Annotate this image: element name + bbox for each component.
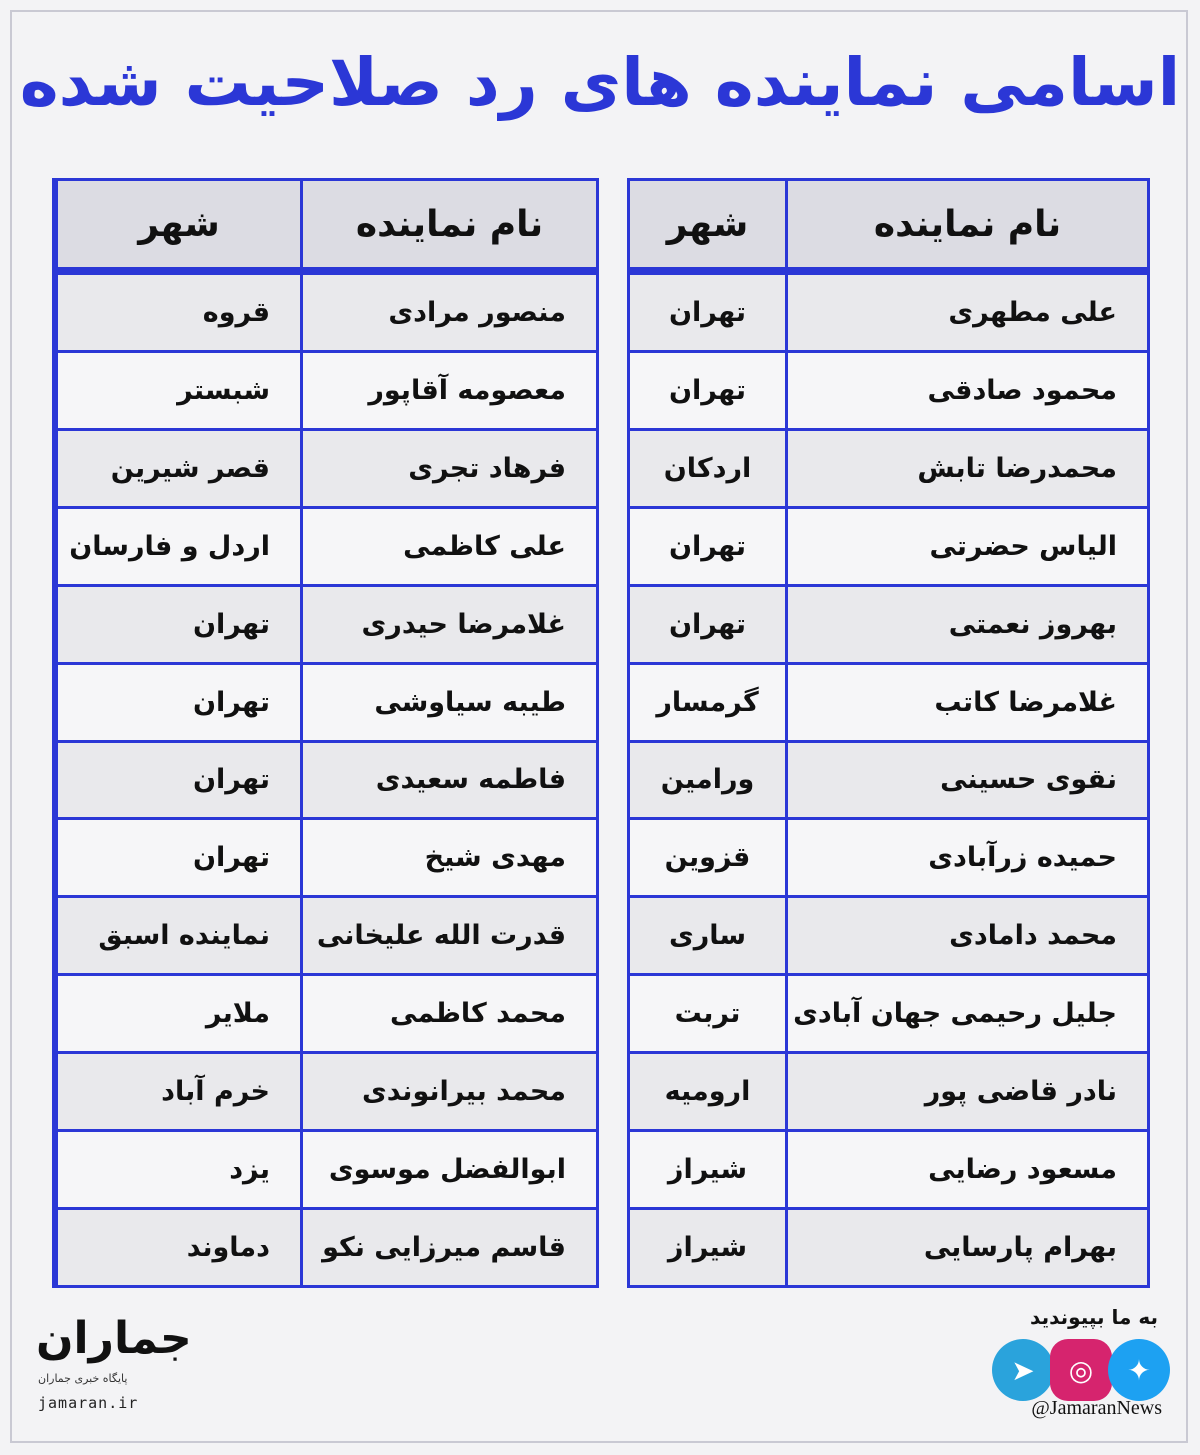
- table-row: [55, 1054, 596, 1129]
- representative-city: یزد: [58, 1132, 300, 1207]
- representative-name: طیبه سیاوشی: [303, 665, 596, 740]
- representative-name: قاسم میرزایی نکو: [303, 1210, 596, 1285]
- table-row: [55, 976, 596, 1051]
- logo-url: jamaran.ir: [38, 1394, 139, 1412]
- table-row: [630, 275, 1147, 350]
- social-handle: @JamaranNews: [1031, 1397, 1162, 1419]
- representative-name: نادر قاضی پور: [788, 1054, 1147, 1129]
- representative-name: فرهاد تجری: [303, 431, 596, 506]
- representative-name: محمود صادقی: [788, 353, 1147, 428]
- table-row: [55, 509, 596, 584]
- table-row: [630, 820, 1147, 895]
- representative-city: اردل و فارسان: [58, 509, 300, 584]
- representative-city: شیراز: [630, 1210, 785, 1285]
- header-name: نام نماینده: [303, 181, 596, 267]
- representative-city: شیراز: [630, 1132, 785, 1207]
- representative-city: تهران: [630, 509, 785, 584]
- representative-city: ساری: [630, 898, 785, 973]
- social-footer: [970, 1305, 1170, 1425]
- join-label: به ما بپیوندید: [1030, 1305, 1158, 1329]
- table-row: [630, 431, 1147, 506]
- representative-name: ابوالفضل موسوی: [303, 1132, 596, 1207]
- representative-city: تهران: [630, 353, 785, 428]
- representative-city: قروه: [58, 275, 300, 350]
- representative-city: تهران: [58, 587, 300, 662]
- table-row: [55, 898, 596, 973]
- representative-name: مسعود رضایی: [788, 1132, 1147, 1207]
- table-row: [630, 976, 1147, 1051]
- representative-name: مهدی شیخ: [303, 820, 596, 895]
- table-row: [630, 353, 1147, 428]
- table-row: [630, 1210, 1147, 1285]
- table-row: [55, 743, 596, 818]
- representative-city: تربت: [630, 976, 785, 1051]
- representative-name: محمد بیرانوندی: [303, 1054, 596, 1129]
- table-header: [55, 181, 596, 267]
- representative-name: جلیل رحیمی جهان آبادی: [788, 976, 1147, 1051]
- logo-text: جماران: [36, 1313, 192, 1364]
- representative-city: قصر شیرین: [58, 431, 300, 506]
- page-title: اسامی نماینده های رد صلاحیت شده: [19, 44, 1181, 121]
- header-name: نام نماینده: [788, 181, 1147, 267]
- table-row: [55, 587, 596, 662]
- table-row: [630, 1054, 1147, 1129]
- representative-city: گرمسار: [630, 665, 785, 740]
- representative-city: تهران: [630, 275, 785, 350]
- representative-name: محمدرضا تابش: [788, 431, 1147, 506]
- representative-city: تهران: [58, 820, 300, 895]
- representative-name: علی مطهری: [788, 275, 1147, 350]
- representative-name: قدرت الله علیخانی: [303, 898, 596, 973]
- representative-name: محمد دامادی: [788, 898, 1147, 973]
- telegram-icon[interactable]: ➤: [992, 1339, 1054, 1401]
- table-row: [55, 353, 596, 428]
- representative-city: خرم آباد: [58, 1054, 300, 1129]
- instagram-icon[interactable]: ◎: [1050, 1339, 1112, 1401]
- representative-name: نقوی حسینی: [788, 743, 1147, 818]
- table-row: [55, 665, 596, 740]
- representative-name: فاطمه سعیدی: [303, 743, 596, 818]
- representative-city: قزوین: [630, 820, 785, 895]
- table-row: [630, 587, 1147, 662]
- representative-name: بهروز نعمتی: [788, 587, 1147, 662]
- table-right: [627, 178, 1150, 1288]
- brand-logo: [30, 1310, 200, 1425]
- representative-name: غلامرضا کاتب: [788, 665, 1147, 740]
- header-city: شهر: [58, 181, 300, 267]
- representative-city: تهران: [58, 743, 300, 818]
- table-row: [630, 743, 1147, 818]
- table-row: [630, 1132, 1147, 1207]
- representative-city: شبستر: [58, 353, 300, 428]
- table-row: [630, 665, 1147, 740]
- representative-name: حمیده زرآبادی: [788, 820, 1147, 895]
- representative-city: اردکان: [630, 431, 785, 506]
- table-row: [55, 431, 596, 506]
- representative-city: نماینده اسبق: [58, 898, 300, 973]
- representative-name: محمد کاظمی: [303, 976, 596, 1051]
- representative-name: بهرام پارسایی: [788, 1210, 1147, 1285]
- table-row: [55, 820, 596, 895]
- table-header: [630, 181, 1147, 267]
- representative-city: تهران: [58, 665, 300, 740]
- table-row: [630, 509, 1147, 584]
- representative-city: ملایر: [58, 976, 300, 1051]
- representative-city: تهران: [630, 587, 785, 662]
- representative-name: منصور مرادی: [303, 275, 596, 350]
- table-row: [55, 275, 596, 350]
- twitter-icon[interactable]: ✦: [1108, 1339, 1170, 1401]
- representative-name: معصومه آقاپور: [303, 353, 596, 428]
- table-row: [55, 1210, 596, 1285]
- representative-city: دماوند: [58, 1210, 300, 1285]
- header-city: شهر: [630, 181, 785, 267]
- representative-name: غلامرضا حیدری: [303, 587, 596, 662]
- table-left: [52, 178, 599, 1288]
- representative-name: الیاس حضرتی: [788, 509, 1147, 584]
- representative-name: علی کاظمی: [303, 509, 596, 584]
- logo-subtitle: پایگاه خبری جماران: [38, 1372, 128, 1385]
- representative-city: ورامین: [630, 743, 785, 818]
- table-row: [630, 898, 1147, 973]
- representative-city: ارومیه: [630, 1054, 785, 1129]
- table-row: [55, 1132, 596, 1207]
